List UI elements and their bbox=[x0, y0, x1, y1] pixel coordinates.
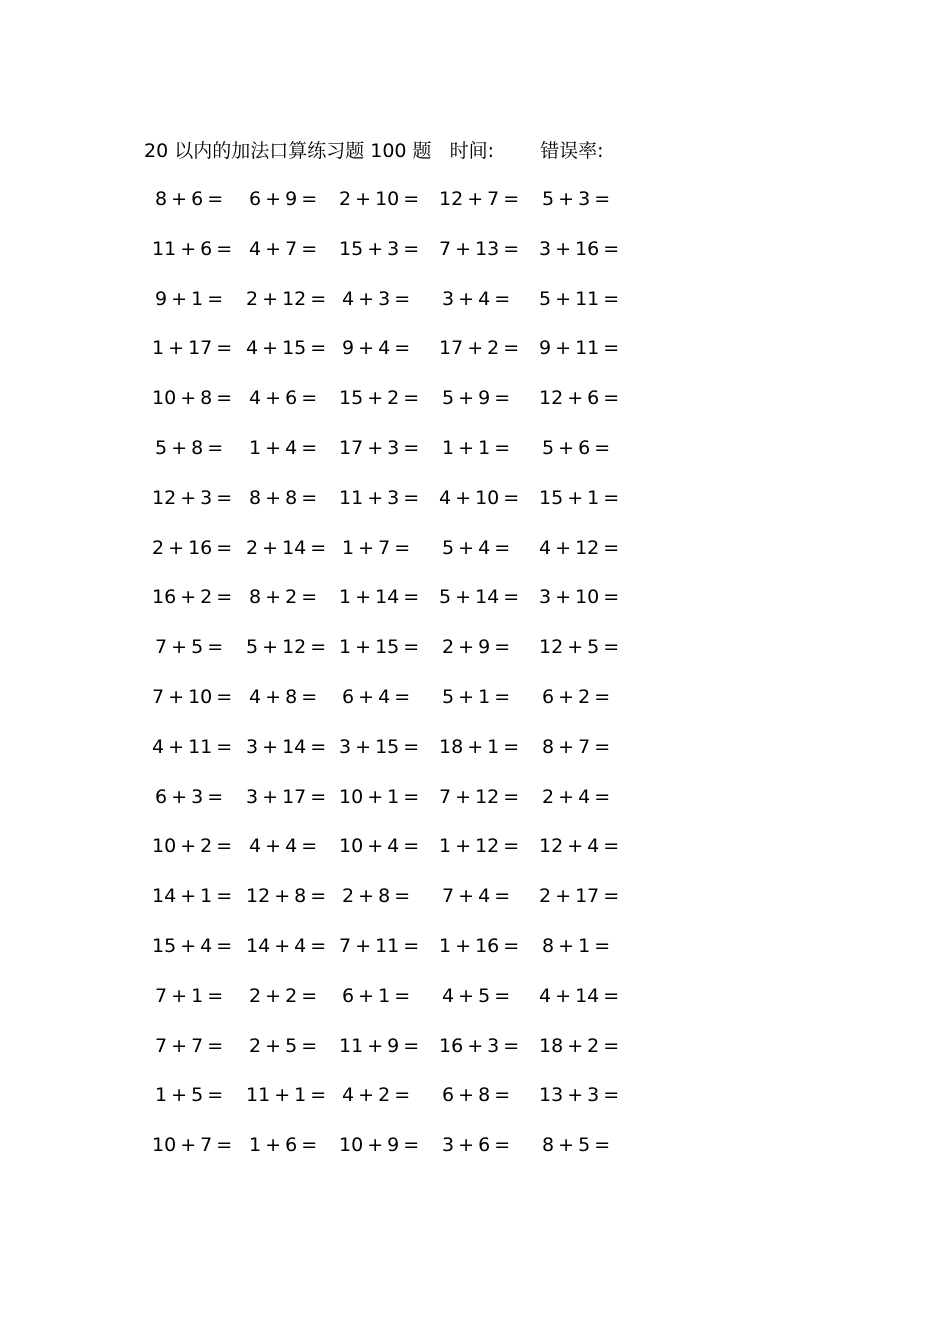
addition-problem: 5 + 12 = bbox=[246, 636, 327, 658]
addition-problem: 4 + 6 = bbox=[249, 387, 318, 409]
addition-problem: 9 + 11 = bbox=[539, 337, 620, 359]
addition-problem: 1 + 14 = bbox=[339, 586, 420, 608]
addition-problem: 13 + 3 = bbox=[539, 1084, 620, 1106]
addition-problem: 4 + 10 = bbox=[439, 487, 520, 509]
addition-problem: 5 + 4 = bbox=[442, 537, 511, 559]
addition-problem: 15 + 1 = bbox=[539, 487, 620, 509]
addition-problem: 8 + 8 = bbox=[249, 487, 318, 509]
addition-problem: 3 + 4 = bbox=[442, 288, 511, 310]
problem-row bbox=[0, 881, 700, 911]
addition-problem: 10 + 1 = bbox=[339, 786, 420, 808]
addition-problem: 7 + 7 = bbox=[155, 1035, 224, 1057]
addition-problem: 5 + 9 = bbox=[442, 387, 511, 409]
addition-problem: 15 + 2 = bbox=[339, 387, 420, 409]
addition-problem: 3 + 10 = bbox=[539, 586, 620, 608]
problem-row bbox=[0, 831, 700, 861]
addition-problem: 4 + 2 = bbox=[342, 1084, 411, 1106]
addition-problem: 4 + 7 = bbox=[249, 238, 318, 260]
addition-problem: 2 + 5 = bbox=[249, 1035, 318, 1057]
problem-row bbox=[0, 981, 700, 1011]
problem-row bbox=[0, 931, 700, 961]
addition-problem: 1 + 1 = bbox=[442, 437, 511, 459]
addition-problem: 12 + 3 = bbox=[152, 487, 233, 509]
addition-problem: 10 + 9 = bbox=[339, 1134, 420, 1156]
addition-problem: 2 + 9 = bbox=[442, 636, 511, 658]
problem-row bbox=[0, 284, 700, 314]
addition-problem: 15 + 4 = bbox=[152, 935, 233, 957]
problem-row bbox=[0, 483, 700, 513]
addition-problem: 3 + 14 = bbox=[246, 736, 327, 758]
addition-problem: 8 + 2 = bbox=[249, 586, 318, 608]
addition-problem: 6 + 2 = bbox=[542, 686, 611, 708]
addition-problem: 8 + 6 = bbox=[155, 188, 224, 210]
addition-problem: 11 + 9 = bbox=[339, 1035, 420, 1057]
addition-problem: 2 + 10 = bbox=[339, 188, 420, 210]
addition-problem: 4 + 4 = bbox=[249, 835, 318, 857]
addition-problem: 1 + 4 = bbox=[249, 437, 318, 459]
addition-problem: 16 + 3 = bbox=[439, 1035, 520, 1057]
addition-problem: 5 + 14 = bbox=[439, 586, 520, 608]
problem-row bbox=[0, 782, 700, 812]
addition-problem: 10 + 4 = bbox=[339, 835, 420, 857]
addition-problem: 9 + 1 = bbox=[155, 288, 224, 310]
problem-row bbox=[0, 433, 700, 463]
problem-row bbox=[0, 184, 700, 214]
worksheet-title: 20 以内的加法口算练习题 100 题 bbox=[144, 140, 432, 162]
addition-problem: 1 + 12 = bbox=[439, 835, 520, 857]
addition-problem: 15 + 3 = bbox=[339, 238, 420, 260]
addition-problem: 17 + 2 = bbox=[439, 337, 520, 359]
addition-problem: 5 + 3 = bbox=[542, 188, 611, 210]
addition-problem: 2 + 8 = bbox=[342, 885, 411, 907]
addition-problem: 6 + 1 = bbox=[342, 985, 411, 1007]
addition-problem: 18 + 2 = bbox=[539, 1035, 620, 1057]
addition-problem: 6 + 4 = bbox=[342, 686, 411, 708]
addition-problem: 1 + 16 = bbox=[439, 935, 520, 957]
problem-row bbox=[0, 682, 700, 712]
addition-problem: 3 + 17 = bbox=[246, 786, 327, 808]
addition-problem: 7 + 13 = bbox=[439, 238, 520, 260]
addition-problem: 4 + 14 = bbox=[539, 985, 620, 1007]
problem-row bbox=[0, 1130, 700, 1160]
addition-problem: 11 + 3 = bbox=[339, 487, 420, 509]
problem-row bbox=[0, 533, 700, 563]
addition-problem: 17 + 3 = bbox=[339, 437, 420, 459]
addition-problem: 4 + 15 = bbox=[246, 337, 327, 359]
addition-problem: 18 + 1 = bbox=[439, 736, 520, 758]
problem-row bbox=[0, 632, 700, 662]
addition-problem: 12 + 8 = bbox=[246, 885, 327, 907]
addition-problem: 16 + 2 = bbox=[152, 586, 233, 608]
error-rate-label: 错误率: bbox=[540, 140, 604, 162]
addition-problem: 2 + 16 = bbox=[152, 537, 233, 559]
addition-problem: 4 + 8 = bbox=[249, 686, 318, 708]
worksheet-header bbox=[144, 136, 603, 166]
addition-problem: 10 + 2 = bbox=[152, 835, 233, 857]
problem-row bbox=[0, 582, 700, 612]
addition-problem: 6 + 3 = bbox=[155, 786, 224, 808]
addition-problem: 5 + 6 = bbox=[542, 437, 611, 459]
problem-row bbox=[0, 1031, 700, 1061]
addition-problem: 7 + 1 = bbox=[155, 985, 224, 1007]
addition-problem: 8 + 5 = bbox=[542, 1134, 611, 1156]
addition-problem: 4 + 11 = bbox=[152, 736, 233, 758]
problem-row bbox=[0, 732, 700, 762]
addition-problem: 3 + 15 = bbox=[339, 736, 420, 758]
addition-problem: 4 + 12 = bbox=[539, 537, 620, 559]
addition-problem: 4 + 3 = bbox=[342, 288, 411, 310]
addition-problem: 1 + 7 = bbox=[342, 537, 411, 559]
addition-problem: 1 + 6 = bbox=[249, 1134, 318, 1156]
addition-problem: 5 + 1 = bbox=[442, 686, 511, 708]
addition-problem: 7 + 11 = bbox=[339, 935, 420, 957]
addition-problem: 12 + 6 = bbox=[539, 387, 620, 409]
addition-problem: 2 + 17 = bbox=[539, 885, 620, 907]
addition-problem: 14 + 1 = bbox=[152, 885, 233, 907]
addition-problem: 14 + 4 = bbox=[246, 935, 327, 957]
addition-problem: 5 + 11 = bbox=[539, 288, 620, 310]
time-label: 时间: bbox=[449, 140, 495, 162]
addition-problem: 1 + 5 = bbox=[155, 1084, 224, 1106]
addition-problem: 1 + 17 = bbox=[152, 337, 233, 359]
addition-problem: 12 + 5 = bbox=[539, 636, 620, 658]
addition-problem: 11 + 1 = bbox=[246, 1084, 327, 1106]
addition-problem: 10 + 8 = bbox=[152, 387, 233, 409]
addition-problem: 2 + 14 = bbox=[246, 537, 327, 559]
addition-problem: 5 + 8 = bbox=[155, 437, 224, 459]
addition-problem: 7 + 4 = bbox=[442, 885, 511, 907]
addition-problem: 3 + 6 = bbox=[442, 1134, 511, 1156]
addition-problem: 2 + 4 = bbox=[542, 786, 611, 808]
addition-problem: 7 + 10 = bbox=[152, 686, 233, 708]
problem-row bbox=[0, 383, 700, 413]
addition-problem: 9 + 4 = bbox=[342, 337, 411, 359]
addition-problem: 12 + 4 = bbox=[539, 835, 620, 857]
addition-problem: 2 + 2 = bbox=[249, 985, 318, 1007]
addition-problem: 8 + 1 = bbox=[542, 935, 611, 957]
problem-row bbox=[0, 1080, 700, 1110]
addition-problem: 7 + 5 = bbox=[155, 636, 224, 658]
addition-problem: 4 + 5 = bbox=[442, 985, 511, 1007]
addition-problem: 11 + 6 = bbox=[152, 238, 233, 260]
problem-row bbox=[0, 234, 700, 264]
addition-problem: 12 + 7 = bbox=[439, 188, 520, 210]
addition-problem: 2 + 12 = bbox=[246, 288, 327, 310]
addition-problem: 1 + 15 = bbox=[339, 636, 420, 658]
addition-problem: 8 + 7 = bbox=[542, 736, 611, 758]
problem-row bbox=[0, 333, 700, 363]
addition-problem: 3 + 16 = bbox=[539, 238, 620, 260]
addition-problem: 6 + 9 = bbox=[249, 188, 318, 210]
addition-problem: 10 + 7 = bbox=[152, 1134, 233, 1156]
addition-problem: 6 + 8 = bbox=[442, 1084, 511, 1106]
addition-problem: 7 + 12 = bbox=[439, 786, 520, 808]
